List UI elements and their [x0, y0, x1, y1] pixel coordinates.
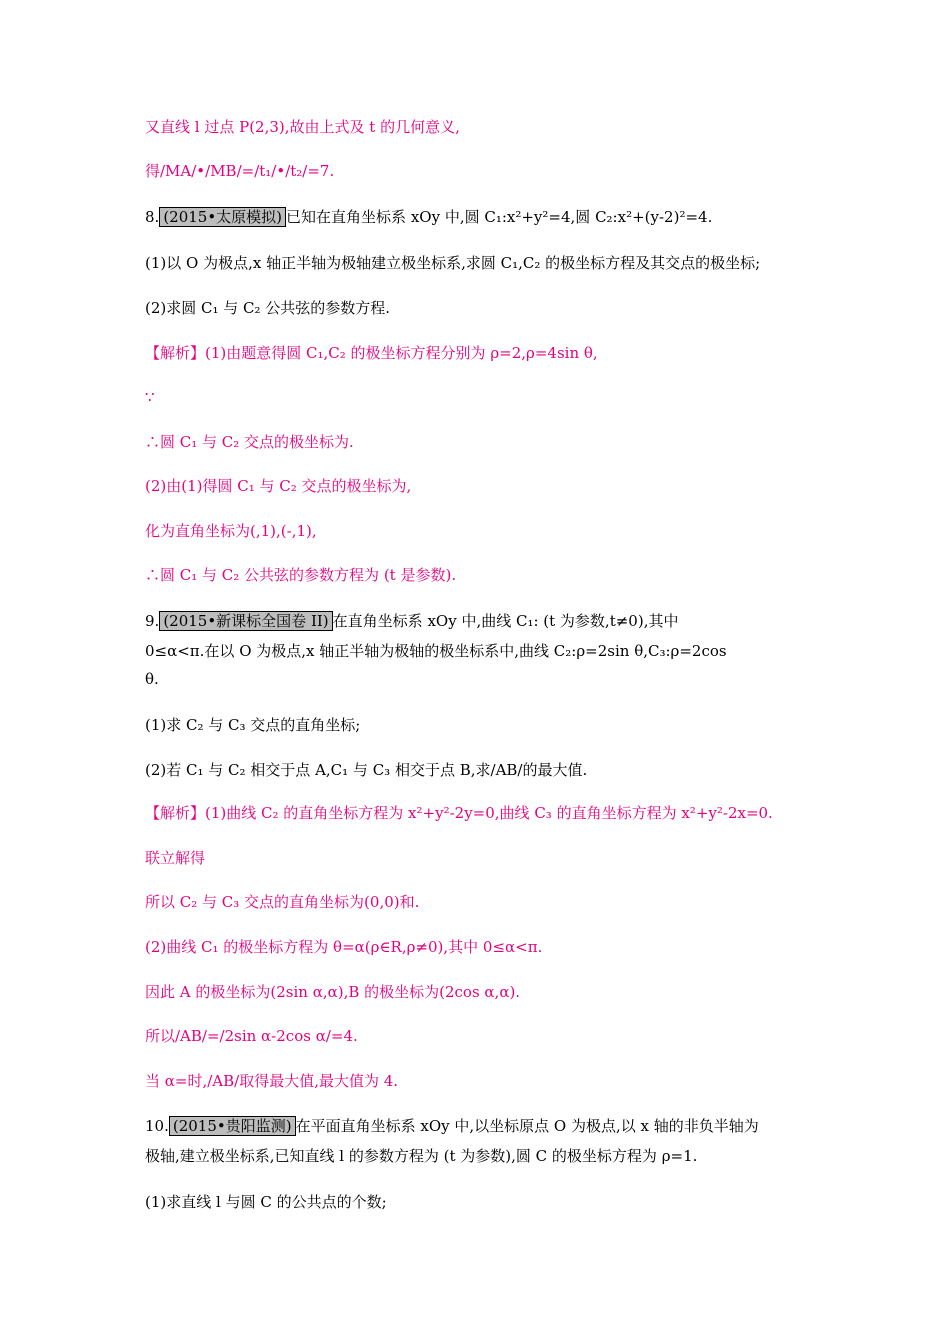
problem-10-stem — [145, 1116, 759, 1136]
solution-line: 所以 C₂ 与 C₃ 交点的直角坐标为(0,0)和. — [145, 893, 420, 911]
solution-line: 所以/AB/=/2sin α-2cos α/=4. — [145, 1027, 358, 1045]
problem-text: 在直角坐标系 xOy 中,曲线 C₁: (t 为参数,t≠0),其中 — [332, 612, 679, 630]
problem-number: 8. — [145, 208, 160, 226]
solution-label: 【解析】 — [145, 344, 206, 362]
solution-line: 【解析】(1)由题意得圆 C₁,C₂ 的极坐标方程分别为 ρ=2,ρ=4sin θ, — [145, 344, 598, 362]
solution-line: ∴圆 C₁ 与 C₂ 交点的极坐标为. — [145, 433, 354, 451]
source-tag: (2015•新课标全国卷 II) — [159, 611, 332, 631]
problem-part: (1)以 O 为极点,x 轴正半轴为极轴建立极坐标系,求圆 C₁,C₂ 的极坐标方程及其交点的极坐标; — [145, 254, 761, 272]
solution-line: 化为直角坐标为(,1),(-,1), — [145, 522, 317, 540]
problem-part: (1)求直线 l 与圆 C 的公共点的个数; — [145, 1193, 387, 1211]
solution-label: 【解析】 — [145, 804, 206, 822]
solution-line: 【解析】(1)曲线 C₂ 的直角坐标方程为 x²+y²-2y=0,曲线 C₃ 的直角坐标方程为 x²+y²-2x=0. — [145, 804, 773, 822]
solution-line: (2)曲线 C₁ 的极坐标方程为 θ=α(ρ∈R,ρ≠0),其中 0≤α<π. — [145, 938, 543, 956]
problem-text: 0≤α<π.在以 O 为极点,x 轴正半轴为极轴的极坐标系中,曲线 C₂:ρ=2sin θ,C₃:ρ=2cos — [145, 642, 727, 660]
problem-text: 已知在直角坐标系 xOy 中,圆 C₁:x²+y²=4,圆 C₂:x²+(y-2)²=4. — [286, 208, 713, 226]
problem-number: 10. — [145, 1117, 169, 1135]
solution-line: ∴圆 C₁ 与 C₂ 公共弦的参数方程为 (t 是参数). — [145, 566, 457, 584]
solution-line: 因此 A 的极坐标为(2sin α,α),B 的极坐标为(2cos α,α). — [145, 983, 521, 1001]
solution-line: 又直线 l 过点 P(2,3),故由上式及 t 的几何意义, — [145, 118, 460, 136]
problem-8-stem — [145, 207, 712, 227]
solution-line: ∵ — [145, 388, 155, 406]
problem-text: θ. — [145, 670, 159, 688]
problem-part: (1)求 C₂ 与 C₃ 交点的直角坐标; — [145, 716, 361, 734]
problem-number: 9. — [145, 612, 160, 630]
solution-line: 当 α=时,/AB/取得最大值,最大值为 4. — [145, 1072, 399, 1090]
problem-part: (2)求圆 C₁ 与 C₂ 公共弦的参数方程. — [145, 299, 391, 317]
source-tag: (2015•太原模拟) — [159, 207, 286, 227]
source-tag: (2015•贵阳监测) — [169, 1116, 296, 1136]
solution-line: 联立解得 — [145, 849, 206, 867]
problem-text: 极轴,建立极坐标系,已知直线 l 的参数方程为 (t 为参数),圆 C 的极坐标方程为 ρ=1. — [145, 1147, 698, 1165]
problem-text: 在平面直角坐标系 xOy 中,以坐标原点 O 为极点,以 x 轴的非负半轴为 — [295, 1117, 759, 1135]
solution-line: 得/MA/•/MB/=/t₁/•/t₂/=7. — [145, 162, 335, 180]
problem-part: (2)若 C₁ 与 C₂ 相交于点 A,C₁ 与 C₃ 相交于点 B,求/AB/的最大值. — [145, 761, 588, 779]
solution-line: (2)由(1)得圆 C₁ 与 C₂ 交点的极坐标为, — [145, 477, 412, 495]
problem-9-stem — [145, 611, 678, 631]
